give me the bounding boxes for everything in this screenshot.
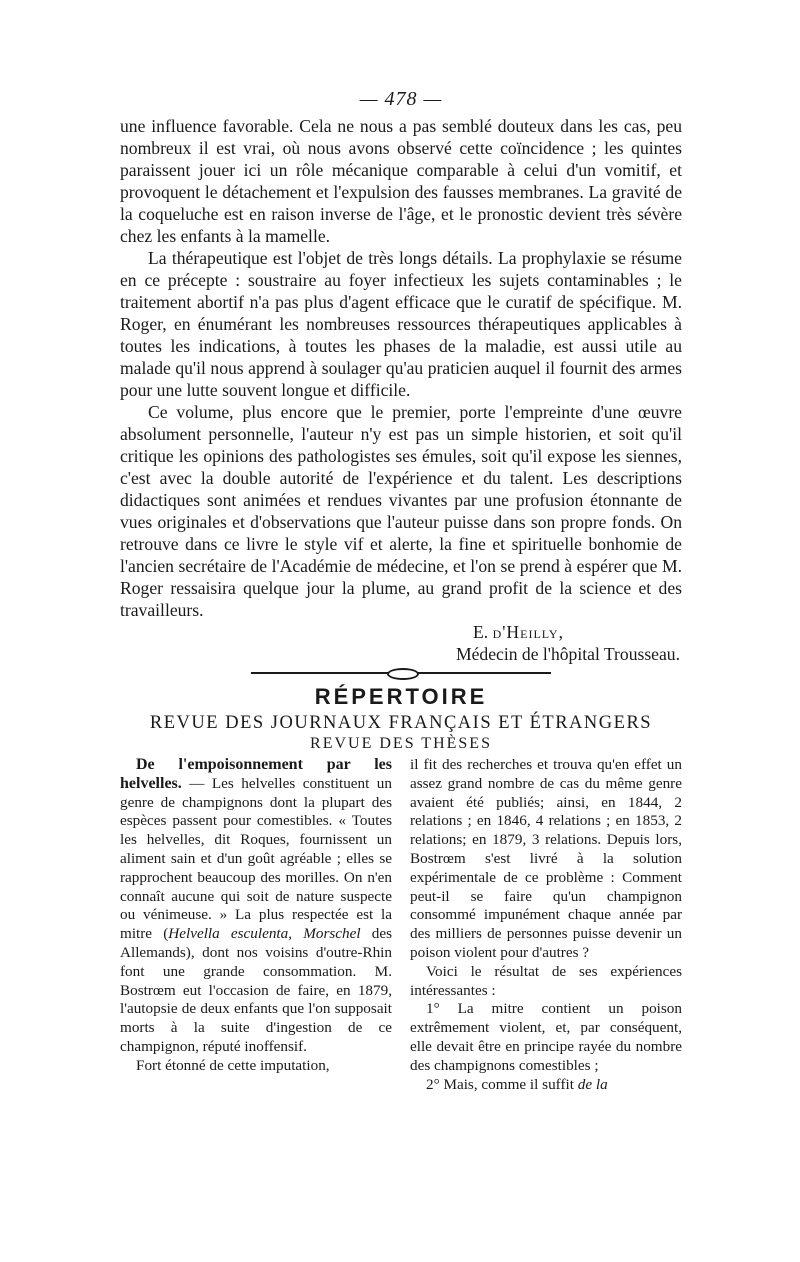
page-number: — 478 — <box>359 88 443 110</box>
signature <box>120 621 682 665</box>
page <box>120 88 682 1094</box>
signature-name <box>120 621 682 643</box>
section-heading-repertoire: RÉPERTOIRE <box>314 684 488 709</box>
right-p4-text: 2° Mais, comme il suffit <box>426 1075 578 1093</box>
paragraph-3: Ce volume, plus encore que le premier, porte l'empreinte d'une œuvre absolument personnelle, l'auteur n'y est pas un simple historien, et soit qu'il critique les opinions des pathologistes ses émules, soit qu'il expose les siennes, c'est avec la double autorité de l'expérience et du talent. Les descriptions didactiques sont animées et rendues vivantes par une profusion étonnante de vues originales et d'observations que l'auteur puisse dans son propre fonds. On retrouve dans ce livre le style vif et alerte, la fine et spirituelle bonhomie de l'ancien secrétaire de l'Académie de médecine, et l'on se prend à espérer que M. Roger ressaisira quelque jour la plume, au grand profit de la science et des travailleurs. <box>120 402 682 620</box>
right-paragraph-1: il fit des recherches et trouva qu'en effet un assez grand nombre de cas du même genre avaient été publiés; ainsi, en 1844, 2 relations ; en 1846, 4 relations ; en 1853, 2 relations; en 1879, 3 relations. Depuis lors, Bostrœm s'est livré à la solution expérimentale de ce problème : Comment peut-il se faire qu'un champignon consommé impunément chaque année par des milliers de personnes puisse devenir un poison violent pour d'autres ? <box>410 756 682 961</box>
right-column <box>410 756 682 1094</box>
right-paragraph-4 <box>410 1076 682 1095</box>
section-heading-theses: REVUE DES THÈSES <box>310 735 492 752</box>
signature-surname: d'Heilly, <box>492 622 564 642</box>
right-paragraph-3: 1° La mitre contient un poison extrêmement violent, et, par conséquent, elle devait être en principe rayée du nombre des champignons comestibles ; <box>410 1000 682 1074</box>
left-paragraph-2: Fort étonné de cette imputation, <box>136 1056 330 1074</box>
ornamental-rule <box>251 668 551 678</box>
left-paragraph-1 <box>120 756 392 1057</box>
left-p1-italic: Helvella esculenta, Morschel <box>168 925 361 943</box>
right-p4-italic: de la <box>577 1075 608 1093</box>
two-columns <box>120 756 682 1094</box>
right-paragraph-2: Voici le résultat de ses expériences intéressantes : <box>410 962 682 999</box>
body-text <box>120 115 682 621</box>
left-p1-text-b: des Allemands), dont nos voisins d'outre-Rhin font une grande consommation. M. Bostrœm eut l'occasion de faire, en 1879, l'autopsie de deux enfants que l'on supposait morts à la suite d'ingestion de ce champignon, réputé inoffensif. <box>120 925 392 1055</box>
left-column <box>120 756 392 1094</box>
section-heading-journaux: REVUE DES JOURNAUX FRANÇAIS ET ÉTRANGERS <box>149 713 653 733</box>
article-title: De l'empoisonnement par les helvelles. <box>120 756 392 792</box>
paragraph-1: une influence favorable. Cela ne nous a pas semblé douteux dans les cas, peu nombreux il est vrai, où nous avons observé cette coïncidence ; les quintes paraissent jouer ici un rôle mécanique comparable à celui d'un vomitif, et provoquent le détachement et l'expulsion des fausses membranes. La gravité de la coqueluche est en raison inverse de l'âge, et le pronostic devient très sévère chez les enfants à la mamelle. <box>120 116 682 246</box>
left-p1-text-a: — Les helvelles constituent un genre de champignons dont la plupart des espèces passent pour comestibles. « Toutes les helvelles, dit Roques, fournissent un aliment sain et d'un goût agréable ; elles se rapprochent beaucoup des morilles. On n'en connaît aucune qui soit de nature suspecte ou vénimeuse. » La plus respectée est la mitre ( <box>120 774 392 943</box>
signature-initial: E. <box>473 622 493 642</box>
paragraph-2: La thérapeutique est l'objet de très longs détails. La prophylaxie se résume en ce précepte : soustraire au foyer infectieux les sujets contaminables ; le traitement abortif n'a pas plus d'agent efficace que le curatif de spécifique. M. Roger, en énumérant les nombreuses ressources thérapeutiques applicables à toutes les indications, à toutes les phases de la maladie, est aussi utile au malade qu'il nous apprend à soulager qu'au praticien auquel il fournit des armes pour une lutte souvent longue et difficile. <box>120 248 682 400</box>
rule-ornament <box>387 668 419 680</box>
signature-role: Médecin de l'hôpital Trousseau. <box>455 644 680 664</box>
